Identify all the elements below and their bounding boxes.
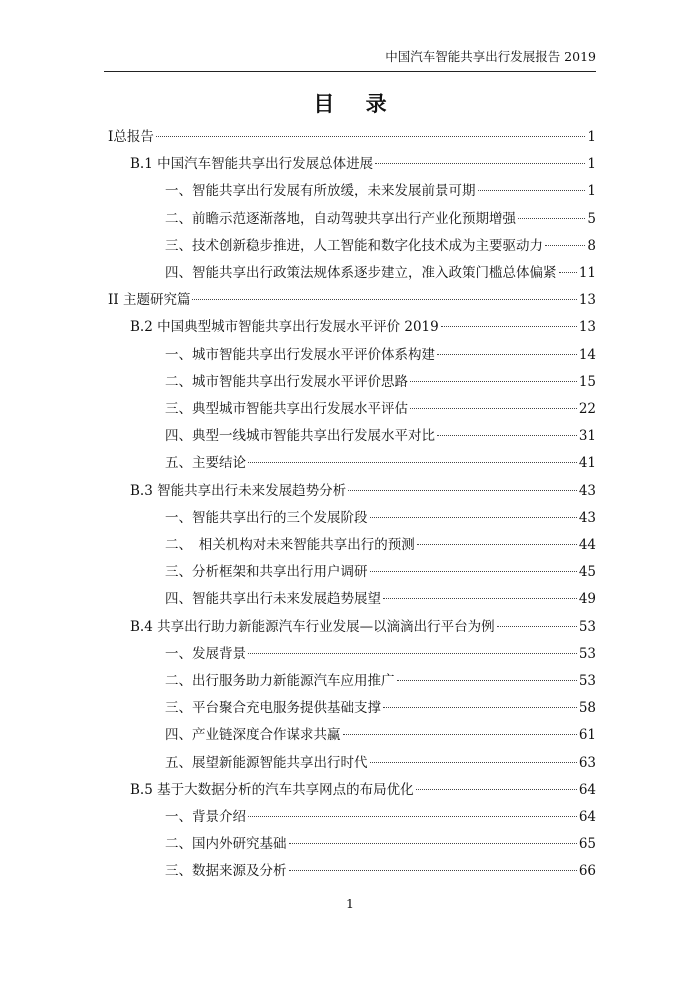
toc-dot-leader [383,598,577,599]
toc-dot-leader [370,571,577,572]
toc-dot-leader [348,490,577,491]
toc-entry-page: 31 [578,428,596,445]
toc-dot-leader [497,626,577,627]
toc-dot-leader [437,354,577,355]
toc-entry-label: B.1 中国汽车智能共享出行发展总体进展 [130,156,374,173]
toc-entry[interactable] [165,805,596,829]
toc-entry[interactable] [165,207,596,231]
toc-dot-leader [518,218,585,219]
toc-entry-label: 一、发展背景 [165,645,246,662]
toc-entry[interactable] [165,343,596,367]
toc-entry[interactable] [130,315,596,339]
toc-entry-label: 五、主要结论 [165,455,246,472]
toc-dot-leader [397,680,577,681]
toc-entry-label: 二、城市智能共享出行发展水平评价思路 [165,373,408,390]
toc-entry[interactable] [165,723,596,747]
toc-entry-label: 三、分析框架和共享出行用户调研 [165,564,368,581]
toc-entry-page: 1 [587,183,596,200]
toc-entry[interactable] [165,560,596,584]
toc-dot-leader [410,408,577,409]
toc-dot-leader [437,435,577,436]
toc-entry-label: B.4 共享出行助力新能源汽车行业发展—以滴滴出行平台为例 [130,618,495,635]
toc-entry-label: 一、智能共享出行的三个发展阶段 [165,509,368,526]
toc-entry-page: 1 [587,129,596,145]
toc-dot-leader [559,272,577,273]
toc-dot-leader [441,326,577,327]
page-number: 1 [346,896,354,911]
toc-dot-leader [248,816,577,817]
toc-entry-label: 二、出行服务助力新能源汽车应用推广 [165,673,395,689]
toc-entry-page: 43 [578,482,596,499]
toc-entry-label: 一、城市智能共享出行发展水平评价体系构建 [165,346,435,363]
toc-entry-page: 65 [578,836,596,853]
toc-entry[interactable] [165,669,596,693]
toc-entry-label: B.5 基于大数据分析的汽车共享网点的布局优化 [130,781,414,798]
toc-entry[interactable] [165,451,596,475]
toc-entry-label: 四、典型一线城市智能共享出行发展水平对比 [165,428,435,445]
toc-entry-page: 53 [578,645,596,662]
toc-entry[interactable] [165,832,596,856]
toc-dot-leader [417,544,577,545]
toc-dot-leader [248,653,577,654]
toc-entry-page: 8 [587,237,596,254]
toc-entry-page: 5 [587,210,596,227]
toc-entry-page: 61 [578,727,596,744]
toc-entry-label: II 主题研究篇 [108,292,191,309]
toc-entry[interactable] [165,859,596,883]
toc-entry[interactable] [130,152,596,176]
toc-dot-leader [289,843,577,844]
header-rule [104,71,596,72]
toc-dot-leader [289,870,577,871]
toc-entry-label: 四、智能共享出行未来发展趋势展望 [165,591,381,608]
toc-entry-page: 41 [578,455,596,472]
toc-entry-page: 13 [578,292,596,309]
toc-entry-page: 14 [578,346,596,363]
toc-entry-page: 44 [578,537,596,553]
toc-entry-page: 11 [578,265,596,281]
toc-entry-label: 二、前瞻示范逐渐落地，自动驾驶共享出行产业化预期增强 [165,210,516,227]
toc-entry-label: 一、背景介绍 [165,809,246,825]
toc-entry[interactable] [165,424,596,448]
toc-entry-label: 三、数据来源及分析 [165,863,287,880]
toc-dot-leader [478,190,586,191]
toc-entry-page: 49 [578,591,596,608]
toc-entry[interactable] [165,506,596,530]
toc-entry-page: 53 [578,618,596,635]
toc-entry-label: 三、技术创新稳步推进，人工智能和数字化技术成为主要驱动力 [165,237,543,254]
toc-entry-label: 三、典型城市智能共享出行发展水平评估 [165,401,408,417]
toc-entry[interactable] [165,696,596,720]
toc-entry[interactable] [108,125,596,149]
toc-dot-leader [156,136,586,137]
toc-entry-page: 15 [578,373,596,390]
toc-dot-leader [370,762,577,763]
toc-dot-leader [383,707,577,708]
toc-entry-page: 64 [578,781,596,798]
toc-entry-label: 四、产业链深度合作谋求共赢 [165,727,341,744]
toc-entry[interactable] [165,587,596,611]
toc-entry[interactable] [165,370,596,394]
page-title: 目 录 [313,92,399,116]
toc-entry-label: 三、平台聚合充电服务提供基础支撑 [165,700,381,717]
toc-entry[interactable] [130,615,596,639]
toc-entry-page: 64 [578,809,596,825]
toc-dot-leader [410,381,577,382]
toc-entry-page: 66 [578,863,596,880]
toc-entry[interactable] [165,533,596,557]
toc-entry-page: 58 [578,700,596,717]
toc-entry[interactable] [165,642,596,666]
toc-dot-leader [343,734,577,735]
toc-entry-page: 63 [578,754,596,771]
toc-dot-leader [370,517,577,518]
toc-entry-label: 二、 相关机构对未来智能共享出行的预测 [165,537,415,553]
toc-entry-page: 43 [578,509,596,526]
toc-dot-leader [375,163,585,164]
toc-entry-label: 五、展望新能源智能共享出行时代 [165,754,368,771]
toc-entry-page: 22 [578,401,596,417]
toc-dot-leader [248,462,577,463]
toc-entry[interactable] [165,234,596,258]
toc-dot-leader [192,299,576,300]
toc-entry[interactable] [165,751,596,775]
toc-entry-page: 1 [587,156,596,173]
toc-entry[interactable] [130,778,596,802]
toc-entry-label: 二、国内外研究基础 [165,836,287,853]
toc-dot-leader [545,245,585,246]
toc-entry-label: B.2 中国典型城市智能共享出行发展水平评价 2019 [130,319,439,336]
toc-entry[interactable] [108,288,596,312]
toc-entry-page: 53 [578,673,596,689]
toc-entry[interactable] [165,179,596,203]
toc-dot-leader [416,789,577,790]
toc-entry[interactable] [130,479,596,503]
toc-entry-label: 一、智能共享出行发展有所放缓，未来发展前景可期 [165,183,476,200]
running-header-title: 中国汽车智能共享出行发展报告 2019 [385,49,596,64]
toc-entry-page: 13 [578,319,596,336]
toc-entry-label: 四、智能共享出行政策法规体系逐步建立，准入政策门槛总体偏紧 [165,265,557,281]
toc-entry-page: 45 [578,564,596,581]
toc-entry[interactable] [165,261,596,285]
toc-entry-label: Ⅰ总报告 [108,129,154,145]
toc-entry[interactable] [165,397,596,421]
toc-entry-label: B.3 智能共享出行未来发展趋势分析 [130,482,347,499]
